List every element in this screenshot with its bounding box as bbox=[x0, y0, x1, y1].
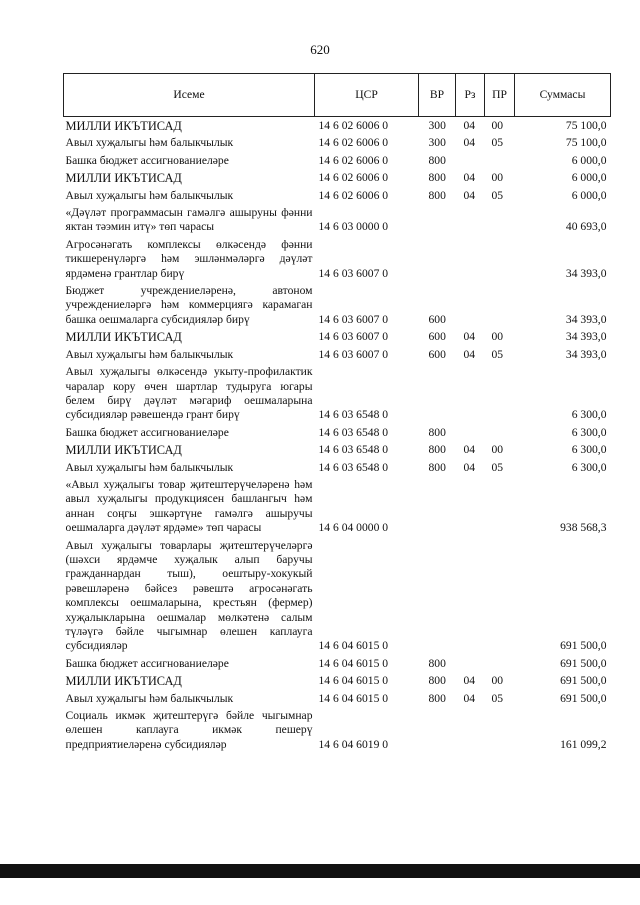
row-pr: 05 bbox=[491, 136, 504, 150]
row-vr: 300 bbox=[428, 119, 446, 132]
row-sum: 691 500,0 bbox=[560, 691, 607, 705]
row-rz: 04 bbox=[463, 188, 476, 202]
row-csr: 14 6 04 0000 0 bbox=[318, 521, 389, 535]
row-sum: 6 000,0 bbox=[571, 188, 607, 202]
row-csr: 14 6 03 0000 0 bbox=[318, 220, 389, 234]
row-rz bbox=[456, 424, 485, 441]
row-sum: 34 393,0 bbox=[565, 347, 607, 361]
row-vr: 800 bbox=[428, 443, 446, 457]
table-row bbox=[64, 655, 611, 672]
row-csr: 14 6 03 6007 0 bbox=[318, 330, 389, 344]
row-rz bbox=[456, 152, 485, 169]
row-vr: 300 bbox=[428, 136, 446, 150]
row-rz bbox=[456, 282, 485, 328]
row-pr: 05 bbox=[491, 460, 504, 474]
row-csr: 14 6 02 6006 0 bbox=[318, 153, 389, 167]
row-rz: 04 bbox=[463, 136, 476, 150]
row-pr bbox=[485, 537, 515, 655]
row-name: «Дәүләт программасын гамәлгә ашыруны фәнни яктан тәэмин итү» төп чарасы bbox=[65, 206, 313, 234]
row-rz: 04 bbox=[463, 330, 476, 344]
row-name: Авыл хуҗалыгы һәм балыкчылык bbox=[65, 188, 234, 202]
row-sum: 34 393,0 bbox=[565, 312, 607, 326]
row-sum: 161 099,2 bbox=[560, 737, 607, 751]
row-pr bbox=[485, 476, 515, 537]
row-vr bbox=[419, 537, 456, 655]
row-pr: 05 bbox=[491, 347, 504, 361]
row-name: Бюджет учреждениеләренә, автоном учреждениеләргә һәм коммерциягә карамаган башка оешмаларга субсидияләр бирү bbox=[65, 284, 313, 326]
row-pr bbox=[485, 236, 515, 282]
row-sum: 691 500,0 bbox=[560, 656, 607, 670]
row-name: Агросәнәгать комплексы өлкәсендә фәнни тикшеренүләргә һәм эшләнмәләргә дәүләт ярдәменә грантлар бирү bbox=[65, 237, 313, 280]
row-rz bbox=[456, 655, 485, 672]
row-name: Социаль икмәк җитештерүгә бәйле чыгымнар өлешен каплауга икмәк пешерү предприятиеләренә субсидияләр bbox=[65, 709, 313, 751]
header-sum: Суммасы bbox=[515, 74, 611, 117]
row-name: «Авыл хуҗалыгы товар җитештерүчеләренә һәм авыл хуҗалыгы продукциясен башлангыч һәм аннан соңгы эшкәртүне гамәлгә ашыручы оешмаларга дәүләт ярдәме» төп чарасы bbox=[65, 477, 313, 535]
table-header bbox=[64, 74, 611, 117]
row-sum: 6 000,0 bbox=[571, 153, 607, 167]
table-row bbox=[64, 328, 611, 345]
row-pr bbox=[485, 204, 515, 236]
row-csr: 14 6 04 6019 0 bbox=[318, 737, 389, 751]
row-csr: 14 6 04 6015 0 bbox=[318, 656, 389, 670]
header-name: Исеме bbox=[64, 74, 315, 117]
row-vr bbox=[419, 363, 456, 424]
row-csr: 14 6 02 6006 0 bbox=[318, 188, 389, 202]
row-vr: 600 bbox=[428, 330, 446, 344]
row-vr: 800 bbox=[428, 153, 446, 167]
row-sum: 34 393,0 bbox=[565, 330, 607, 344]
table-row bbox=[64, 134, 611, 151]
table-row bbox=[64, 537, 611, 655]
row-rz: 04 bbox=[463, 691, 476, 705]
budget-table bbox=[63, 73, 611, 753]
table-row bbox=[64, 346, 611, 363]
row-csr: 14 6 04 6015 0 bbox=[318, 674, 389, 688]
row-pr: 00 bbox=[491, 443, 504, 457]
table-row bbox=[64, 117, 611, 135]
table-row bbox=[64, 707, 611, 753]
row-sum: 691 500,0 bbox=[560, 674, 607, 688]
row-rz bbox=[456, 204, 485, 236]
row-name: Башка бюджет ассигнованиеләре bbox=[65, 153, 229, 167]
row-name: МИЛЛИ ИКЪТИСАД bbox=[65, 171, 182, 186]
table-row bbox=[64, 690, 611, 707]
row-sum: 40 693,0 bbox=[565, 220, 607, 234]
row-rz: 04 bbox=[463, 119, 476, 132]
scan-border bbox=[0, 864, 640, 878]
row-sum: 6 300,0 bbox=[571, 443, 607, 457]
row-name: Башка бюджет ассигнованиеләре bbox=[65, 425, 229, 439]
table-row bbox=[64, 476, 611, 537]
row-vr: 800 bbox=[428, 188, 446, 202]
row-rz bbox=[456, 236, 485, 282]
row-pr bbox=[485, 152, 515, 169]
row-name: Башка бюджет ассигнованиеләре bbox=[65, 656, 229, 670]
row-rz: 04 bbox=[463, 171, 476, 185]
table-row bbox=[64, 204, 611, 236]
row-pr bbox=[485, 655, 515, 672]
row-sum: 6 000,0 bbox=[571, 171, 607, 185]
row-vr: 800 bbox=[428, 674, 446, 688]
row-name: МИЛЛИ ИКЪТИСАД bbox=[65, 119, 182, 133]
row-rz: 04 bbox=[463, 460, 476, 474]
table-row bbox=[64, 363, 611, 424]
table-body bbox=[64, 117, 611, 754]
row-name: МИЛЛИ ИКЪТИСАД bbox=[65, 674, 182, 689]
row-pr: 00 bbox=[491, 119, 504, 132]
row-rz bbox=[456, 363, 485, 424]
table-row bbox=[64, 282, 611, 328]
row-pr: 00 bbox=[491, 330, 504, 344]
row-csr: 14 6 03 6007 0 bbox=[318, 347, 389, 361]
row-sum: 691 500,0 bbox=[560, 639, 607, 653]
row-sum: 6 300,0 bbox=[571, 460, 607, 474]
header-vr: ВР bbox=[419, 74, 456, 117]
row-sum: 34 393,0 bbox=[565, 266, 607, 280]
table-row bbox=[64, 236, 611, 282]
row-rz bbox=[456, 707, 485, 753]
row-pr: 00 bbox=[491, 674, 504, 688]
table-row bbox=[64, 672, 611, 689]
row-vr bbox=[419, 476, 456, 537]
table-row bbox=[64, 187, 611, 204]
row-vr: 600 bbox=[428, 347, 446, 361]
row-csr: 14 6 02 6006 0 bbox=[318, 171, 389, 185]
header-rz: Рз bbox=[456, 74, 485, 117]
row-sum: 75 100,0 bbox=[565, 136, 607, 150]
row-csr: 14 6 03 6548 0 bbox=[318, 460, 389, 474]
row-rz bbox=[456, 476, 485, 537]
row-name: МИЛЛИ ИКЪТИСАД bbox=[65, 443, 182, 458]
row-rz: 04 bbox=[463, 443, 476, 457]
row-csr: 14 6 04 6015 0 bbox=[318, 639, 389, 653]
row-sum: 75 100,0 bbox=[565, 119, 607, 132]
row-vr: 600 bbox=[428, 312, 446, 326]
row-vr bbox=[419, 707, 456, 753]
row-csr: 14 6 02 6006 0 bbox=[318, 119, 389, 132]
row-pr bbox=[485, 424, 515, 441]
table-row bbox=[64, 169, 611, 186]
row-name: Авыл хуҗалыгы һәм балыкчылык bbox=[65, 136, 234, 150]
row-pr: 05 bbox=[491, 691, 504, 705]
row-vr: 800 bbox=[428, 460, 446, 474]
row-csr: 14 6 04 6015 0 bbox=[318, 691, 389, 705]
row-pr bbox=[485, 363, 515, 424]
row-pr: 00 bbox=[491, 171, 504, 185]
row-csr: 14 6 03 6007 0 bbox=[318, 312, 389, 326]
row-csr: 14 6 03 6548 0 bbox=[318, 443, 389, 457]
row-csr: 14 6 03 6548 0 bbox=[318, 408, 389, 422]
row-rz: 04 bbox=[463, 674, 476, 688]
row-name: Авыл хуҗалыгы өлкәсендә укыту-профилактик чаралар кору өчен шартлар тудыруга югары белем бирү дәүләт мәгариф оешмаларына субсидияләр рәвешендә грант бирү bbox=[65, 365, 313, 422]
table-row bbox=[64, 424, 611, 441]
row-rz: 04 bbox=[463, 347, 476, 361]
row-vr bbox=[419, 204, 456, 236]
header-csr: ЦСР bbox=[315, 74, 419, 117]
row-pr bbox=[485, 707, 515, 753]
row-sum: 6 300,0 bbox=[571, 408, 607, 422]
row-pr: 05 bbox=[491, 188, 504, 202]
row-name: Авыл хуҗалыгы һәм балыкчылык bbox=[65, 347, 234, 361]
row-csr: 14 6 03 6548 0 bbox=[318, 425, 389, 439]
table-row bbox=[64, 441, 611, 458]
row-vr: 800 bbox=[428, 691, 446, 705]
row-vr bbox=[419, 236, 456, 282]
row-name: Авыл хуҗалыгы һәм балыкчылык bbox=[65, 460, 234, 474]
header-pr: ПР bbox=[485, 74, 515, 117]
row-pr bbox=[485, 282, 515, 328]
row-csr: 14 6 02 6006 0 bbox=[318, 136, 389, 150]
row-rz bbox=[456, 537, 485, 655]
row-csr: 14 6 03 6007 0 bbox=[318, 266, 389, 280]
row-sum: 6 300,0 bbox=[571, 425, 607, 439]
row-vr: 800 bbox=[428, 171, 446, 185]
page-number: 620 bbox=[310, 42, 330, 57]
row-sum: 938 568,3 bbox=[560, 521, 607, 535]
row-name: МИЛЛИ ИКЪТИСАД bbox=[65, 330, 182, 345]
table-row bbox=[64, 459, 611, 476]
row-vr: 800 bbox=[428, 656, 446, 670]
row-vr: 800 bbox=[428, 425, 446, 439]
row-name: Авыл хуҗалыгы товарлары җитештерүчеләргә (шәхси ярдәмче хуҗалык алып баручы гражданнардан тыш), оештыру-хокукый рәвешләренә бәйсез рәвештә агросәнәгать комплексы оешмаларына, крестьян (фермер) хуҗалыкларына оешмалар мөлкәтенә салым түләүгә бәйле чыгымнар өлешен каплауга субсидияләр bbox=[65, 538, 313, 653]
table-row bbox=[64, 152, 611, 169]
row-name: Авыл хуҗалыгы һәм балыкчылык bbox=[65, 691, 234, 705]
